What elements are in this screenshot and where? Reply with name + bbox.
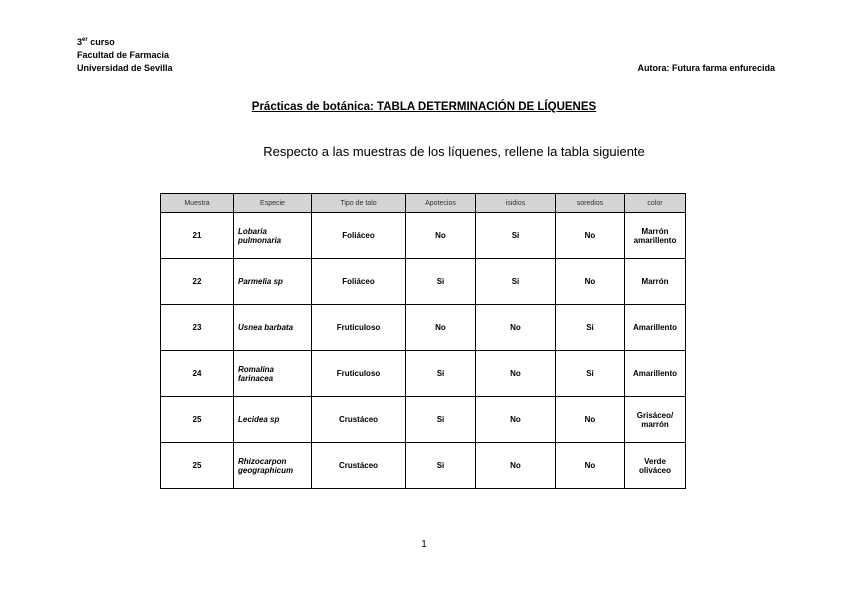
course-superscript: er [82, 37, 88, 43]
cell-apotecios: No [406, 305, 476, 351]
cell-color: Grisáceo/ marrón [625, 397, 686, 443]
cell-muestra: 25 [161, 397, 234, 443]
cell-isidios: Si [476, 213, 556, 259]
course-number: 3 [77, 37, 83, 47]
cell-color: Amarillento [625, 305, 686, 351]
cell-soredios: Si [556, 305, 625, 351]
cell-isidios: Si [476, 259, 556, 305]
page-number: 1 [421, 539, 427, 550]
cell-muestra: 24 [161, 351, 234, 397]
cell-tipo-talo: Fruticuloso [312, 305, 406, 351]
cell-muestra: 21 [161, 213, 234, 259]
header-color: color [625, 194, 686, 213]
cell-isidios: No [476, 443, 556, 489]
cell-especie: Parmelia sp [234, 259, 312, 305]
cell-color: Amarillento [625, 351, 686, 397]
cell-especie: Lobaria pulmonaria [234, 213, 312, 259]
header-muestra: Muestra [161, 194, 234, 213]
instruction-text: Respecto a las muestras de los líquenes, rellene la tabla siguiente [263, 144, 645, 159]
cell-soredios: No [556, 259, 625, 305]
lichen-table [160, 193, 686, 489]
university-line: Universidad de Sevilla [77, 63, 173, 73]
cell-soredios: No [556, 443, 625, 489]
page-title: Prácticas de botánica: TABLA DETERMINACIÓN DE LÍQUENES [251, 101, 597, 113]
cell-color: Marrón amarillento [625, 213, 686, 259]
cell-apotecios: Si [406, 351, 476, 397]
course-line [77, 36, 173, 49]
author-line: Autora: Futura farma enfurecida [637, 63, 775, 73]
header-soredios: soredios [556, 194, 625, 213]
cell-apotecios: Si [406, 259, 476, 305]
course-word: curso [90, 37, 115, 47]
table-row [161, 259, 686, 305]
cell-muestra: 25 [161, 443, 234, 489]
cell-tipo-talo: Crustáceo [312, 397, 406, 443]
cell-isidios: No [476, 397, 556, 443]
cell-soredios: No [556, 213, 625, 259]
cell-tipo-talo: Foliáceo [312, 213, 406, 259]
cell-especie: Romalina farinacea [234, 351, 312, 397]
cell-isidios: No [476, 351, 556, 397]
cell-isidios: No [476, 305, 556, 351]
header-isidios: isidios [476, 194, 556, 213]
cell-muestra: 23 [161, 305, 234, 351]
cell-especie: Lecidea sp [234, 397, 312, 443]
cell-soredios: Si [556, 351, 625, 397]
cell-apotecios: Si [406, 397, 476, 443]
header-especie: Especie [234, 194, 312, 213]
header-left [77, 36, 173, 75]
cell-tipo-talo: Fruticuloso [312, 351, 406, 397]
header-tipo-talo: Tipo de talo [312, 194, 406, 213]
cell-especie: Usnea barbata [234, 305, 312, 351]
cell-color: Marrón [625, 259, 686, 305]
header-apotecios: Apotecios [406, 194, 476, 213]
cell-soredios: No [556, 397, 625, 443]
cell-color: Verde oliváceo [625, 443, 686, 489]
cell-tipo-talo: Crustáceo [312, 443, 406, 489]
cell-apotecios: No [406, 213, 476, 259]
cell-muestra: 22 [161, 259, 234, 305]
cell-tipo-talo: Foliáceo [312, 259, 406, 305]
table-row [161, 213, 686, 259]
table-header-row [161, 194, 686, 213]
table-row [161, 443, 686, 489]
table-row [161, 305, 686, 351]
cell-especie: Rhizocarpon geographicum [234, 443, 312, 489]
table-row [161, 351, 686, 397]
faculty-line: Facultad de Farmacia [77, 50, 170, 60]
cell-apotecios: Si [406, 443, 476, 489]
table-row [161, 397, 686, 443]
